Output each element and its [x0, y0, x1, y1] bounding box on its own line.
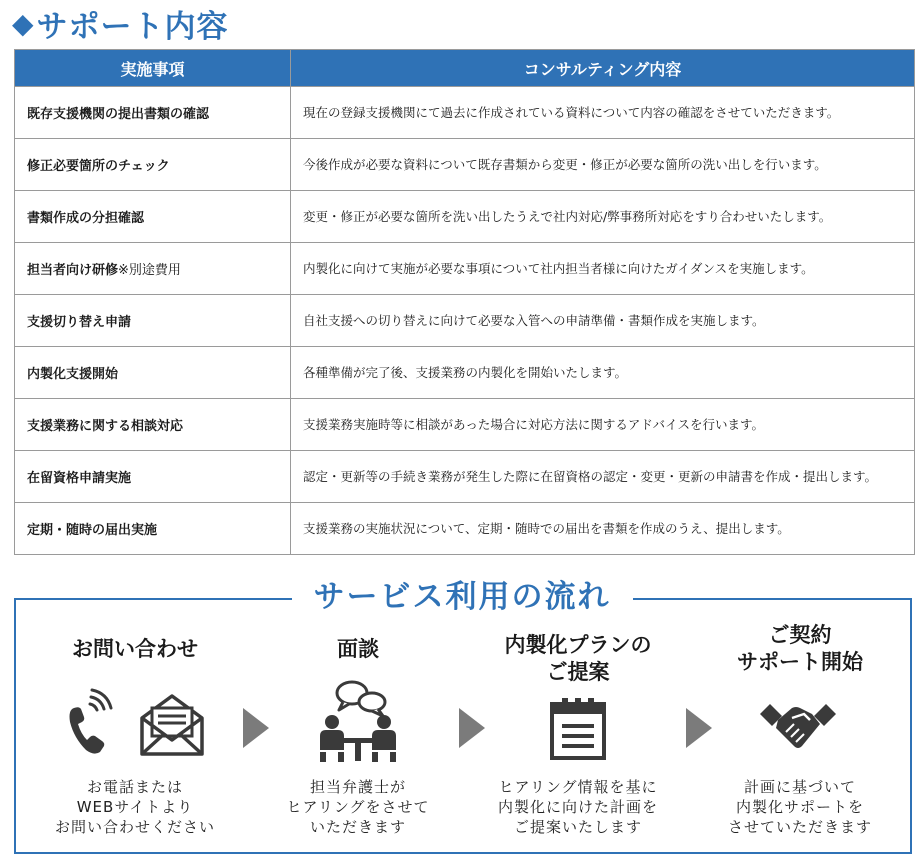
table-row — [15, 191, 915, 243]
row-item — [15, 87, 291, 139]
handshake-icon — [758, 700, 838, 756]
row-item-label: 在留資格申請実施 — [27, 471, 132, 486]
table-row — [15, 347, 915, 399]
table-row — [15, 503, 915, 555]
table-row — [15, 87, 915, 139]
mail-icon — [138, 692, 206, 758]
row-desc: 自社支援への切り替えに向けて必要な入管への申請準備・書類作成を実施します。 — [291, 295, 915, 347]
row-item-label: 既存支援機関の提出書類の確認 — [27, 107, 210, 122]
row-desc: 各種準備が完了後、支援業務の内製化を開始いたします。 — [291, 347, 915, 399]
next-arrow-icon — [243, 708, 269, 748]
diamond-icon: ◆ — [12, 6, 35, 40]
row-item — [15, 139, 291, 191]
row-item — [15, 347, 291, 399]
step-4-title: ご契約 サポート開始 — [737, 623, 863, 674]
row-item-label: 支援切り替え申請 — [27, 315, 132, 330]
row-item — [15, 191, 291, 243]
table-row — [15, 295, 915, 347]
table-row — [15, 139, 915, 191]
step-4-desc: 計画に基づいて 内製化サポートを させていただきます — [727, 778, 872, 836]
row-desc: 現在の登録支援機関にて過去に作成されている資料について内容の確認をさせていただきます。 — [291, 87, 915, 139]
row-desc: 変更・修正が必要な箇所を洗い出したうえで社内対応/弊事務所対応をすり合わせいたします。 — [291, 191, 915, 243]
table-row — [15, 243, 915, 295]
row-item-label: 書類作成の分担確認 — [27, 211, 145, 226]
section-title — [12, 2, 229, 44]
step-2-desc: 担当弁護士が ヒアリングをさせて いただきます — [286, 778, 430, 836]
step-1-desc: お電話または WEBサイトより お問い合わせください — [54, 778, 215, 836]
phone-icon — [64, 688, 114, 758]
plan-icon — [548, 696, 608, 762]
row-desc: 内製化に向けて実施が必要な事項について社内担当者様に向けたガイダンスを実施します。 — [291, 243, 915, 295]
header-item: 実施事項 — [15, 50, 291, 87]
step-1-title: お問い合わせ — [72, 637, 198, 661]
section-title-text: サポート内容 — [36, 8, 229, 45]
step-2-title: 面談 — [337, 637, 379, 661]
row-item — [15, 399, 291, 451]
row-item — [15, 503, 291, 555]
row-desc: 支援業務の実施状況について、定期・随時での届出を書類を作成のうえ、提出します。 — [291, 503, 915, 555]
row-desc: 今後作成が必要な資料について既存書類から変更・修正が必要な箇所の洗い出しを行います。 — [291, 139, 915, 191]
row-item-label: 支援業務に関する相談対応 — [27, 419, 184, 434]
row-item-label: 修正必要箇所のチェック — [27, 159, 170, 174]
row-item-label: 内製化支援開始 — [27, 367, 119, 382]
table-row — [15, 399, 915, 451]
step-3-title: 内製化プランの ご提案 — [504, 633, 652, 684]
support-table — [14, 49, 915, 555]
flow-title — [0, 575, 924, 619]
meeting-icon — [312, 680, 404, 764]
row-item-note: ※別途費用 — [118, 263, 181, 278]
header-content: コンサルティング内容 — [291, 50, 915, 87]
next-arrow-icon — [459, 708, 485, 748]
row-desc: 支援業務実施時等に相談があった場合に対応方法に関するアドバイスを行います。 — [291, 399, 915, 451]
row-item — [15, 451, 291, 503]
row-item — [15, 243, 291, 295]
table-header-row — [15, 50, 915, 87]
row-item-label: 定期・随時の届出実施 — [27, 523, 158, 538]
row-item — [15, 295, 291, 347]
row-item-label: 担当者向け研修 — [27, 263, 119, 278]
flow-title-text: サービス利用の流れ — [292, 575, 633, 619]
table-row — [15, 451, 915, 503]
next-arrow-icon — [686, 708, 712, 748]
step-3-desc: ヒアリング情報を基に 内製化に向けた計画を ご提案いたします — [497, 778, 658, 836]
row-desc: 認定・更新等の手続き業務が発生した際に在留資格の認定・変更・更新の申請書を作成・提出します。 — [291, 451, 915, 503]
